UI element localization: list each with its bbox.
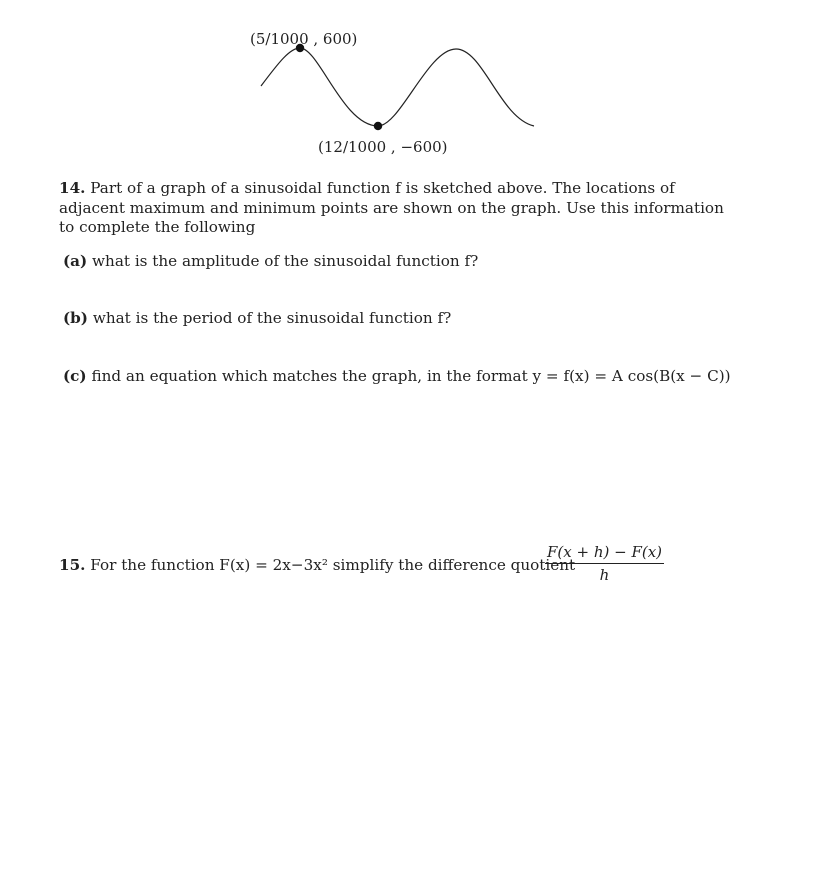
part-b-label: (b): [63, 309, 88, 327]
question-14: [59, 179, 729, 238]
sine-curve: [261, 48, 534, 126]
part-c-text: find an equation which matches the graph, in the format y = f(x) = A cos(B(x − C)): [86, 367, 731, 385]
part-b-text: what is the period of the sinusoidal function f?: [88, 309, 452, 327]
part-c-label: (c): [63, 367, 87, 385]
question-15: [59, 556, 575, 574]
difference-quotient: [545, 543, 664, 584]
min-point-dot: [374, 122, 382, 130]
question-14-text: Part of a graph of a sinusoidal function f is sketched above. The locations of adjacent maximum and minimum points are shown on the graph. Use this information to complete the following: [59, 179, 724, 236]
part-a-text: what is the amplitude of the sinusoidal function f?: [87, 252, 479, 270]
question-15-number: 15.: [59, 556, 86, 574]
question-14-part-a: [63, 252, 478, 270]
min-point-label: (12/1000 , −600): [318, 138, 448, 156]
difference-quotient-denominator: h: [599, 566, 610, 584]
max-point-label: (5/1000 , 600): [250, 30, 358, 48]
question-14-part-b: [63, 309, 451, 327]
question-15-text: For the function F(x) = 2x−3x² simplify the difference quotient: [85, 556, 576, 574]
question-14-number: 14.: [59, 179, 86, 197]
part-a-label: (a): [63, 252, 88, 270]
difference-quotient-numerator: F(x + h) − F(x): [545, 543, 664, 564]
question-14-part-c: [63, 367, 731, 385]
